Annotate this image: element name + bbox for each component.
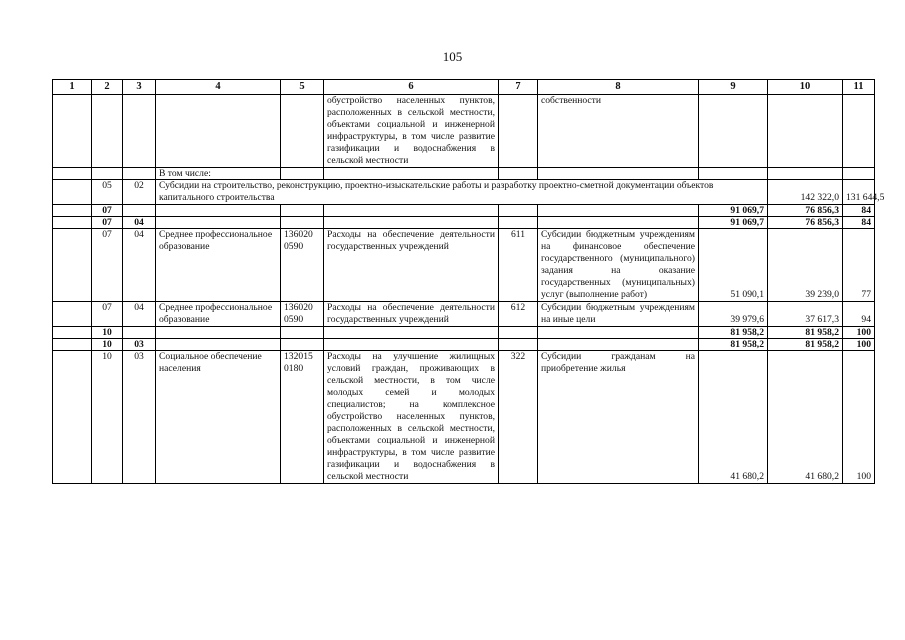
table-row-total-07-04 (53, 217, 875, 229)
table-row-total-07 (53, 205, 875, 217)
col-header-5: 5 (281, 80, 324, 95)
cell-target-name: Расходы на обеспечение деятельности государственных учреждений (324, 302, 499, 327)
table-row-total-10-03 (53, 339, 875, 351)
cell-section: 10 (92, 327, 123, 339)
cell-section: 07 (92, 217, 123, 229)
cell-executed: 76 856,3 (768, 205, 843, 217)
cell-continuation-type: собственности (538, 95, 699, 168)
cell-expense-type-code: 322 (499, 351, 538, 484)
cell-executed: 41 680,2 (768, 351, 843, 484)
cell-subsection: 04 (123, 217, 156, 229)
col-header-3: 3 (123, 80, 156, 95)
cell-target-name: Расходы на обеспечение деятельности государственных учреждений (324, 229, 499, 302)
cell-executed: 81 958,2 (768, 339, 843, 351)
cell-percent: 100 (843, 339, 875, 351)
cell-percent: 94 (843, 302, 875, 327)
table-row-in-that-number (53, 168, 875, 180)
col-header-7: 7 (499, 80, 538, 95)
cell-planned: 81 958,2 (699, 339, 768, 351)
col-header-10: 10 (768, 80, 843, 95)
table-row-total-10 (53, 327, 875, 339)
cell-executed: 81 958,2 (768, 327, 843, 339)
cell-planned: 142 322,0 (768, 180, 843, 205)
cell-executed: 37 617,3 (768, 302, 843, 327)
cell-section-name: Социальное обеспечение населения (156, 351, 281, 484)
cell-target-name: Расходы на улучшение жилищных условий граждан, проживающих в сельской местности, в том числе молодых семей и молодых специалистов; на комплексное обустройство населенных пунктов, расположенных в сельской местности, объектами социальной и инженерной инфраструктуры, в том числе развитие газификации и водоснабжения в сельской местности (324, 351, 499, 484)
table-row-611 (53, 229, 875, 302)
table-row-continuation (53, 95, 875, 168)
table-row-612 (53, 302, 875, 327)
cell-planned: 41 680,2 (699, 351, 768, 484)
cell-percent: 77 (843, 229, 875, 302)
cell-planned: 51 090,1 (699, 229, 768, 302)
cell-subsection: 04 (123, 302, 156, 327)
cell-section: 10 (92, 339, 123, 351)
table-row-322 (53, 351, 875, 484)
table-row-subsidy (53, 180, 875, 205)
cell-planned: 81 958,2 (699, 327, 768, 339)
cell-expense-type-name: Субсидии бюджетным учреждениям на финансовое обеспечение государственного (муниципального) задания на оказание государственных (муниципальных) услуг (выполнение работ) (538, 229, 699, 302)
cell-continuation-description: обустройство населенных пунктов, расположенных в сельской местности, объектами социальной и инженерной инфраструктуры, в том числе развитие газификации и водоснабжения в сельской местности (324, 95, 499, 168)
cell-subsection: 03 (123, 351, 156, 484)
cell-section-name: Среднее профессиональное образование (156, 229, 281, 302)
col-header-11: 11 (843, 80, 875, 95)
col-header-8: 8 (538, 80, 699, 95)
cell-expense-type-code: 611 (499, 229, 538, 302)
cell-expense-type-name: Субсидии гражданам на приобретение жилья (538, 351, 699, 484)
col-header-6: 6 (324, 80, 499, 95)
cell-target-code: 132015 0180 (281, 351, 324, 484)
cell-target-code: 136020 0590 (281, 229, 324, 302)
cell-section: 07 (92, 302, 123, 327)
cell-planned: 39 979,6 (699, 302, 768, 327)
cell-subsection: 03 (123, 339, 156, 351)
cell-percent: 84 (843, 205, 875, 217)
cell-executed: 76 856,3 (768, 217, 843, 229)
cell-percent: 100 (843, 351, 875, 484)
cell-planned: 91 069,7 (699, 217, 768, 229)
cell-executed: 131 644,5 (843, 180, 875, 205)
cell-section: 10 (92, 351, 123, 484)
cell-planned: 91 069,7 (699, 205, 768, 217)
col-header-1: 1 (53, 80, 92, 95)
column-header-row (53, 80, 875, 95)
cell-section: 05 (92, 180, 123, 205)
cell-section: 07 (92, 205, 123, 217)
page-number: 105 (442, 49, 463, 64)
cell-executed: 39 239,0 (768, 229, 843, 302)
cell-subsidy-text: Субсидии на строительство, реконструкцию, проектно-изыскательские работы и разработку проектно-сметной документации объектов капитального строительства (156, 180, 768, 205)
cell-subsection: 02 (123, 180, 156, 205)
cell-section: 07 (92, 229, 123, 302)
col-header-2: 2 (92, 80, 123, 95)
cell-subsection: 04 (123, 229, 156, 302)
cell-percent: 84 (843, 217, 875, 229)
cell-percent: 100 (843, 327, 875, 339)
cell-target-code: 136020 0590 (281, 302, 324, 327)
col-header-4: 4 (156, 80, 281, 95)
budget-table (52, 79, 885, 484)
cell-expense-type-code: 612 (499, 302, 538, 327)
cell-in-that-number: В том числе: (156, 168, 281, 180)
cell-expense-type-name: Субсидии бюджетным учреждениям на иные цели (538, 302, 699, 327)
col-header-9: 9 (699, 80, 768, 95)
cell-section-name: Среднее профессиональное образование (156, 302, 281, 327)
